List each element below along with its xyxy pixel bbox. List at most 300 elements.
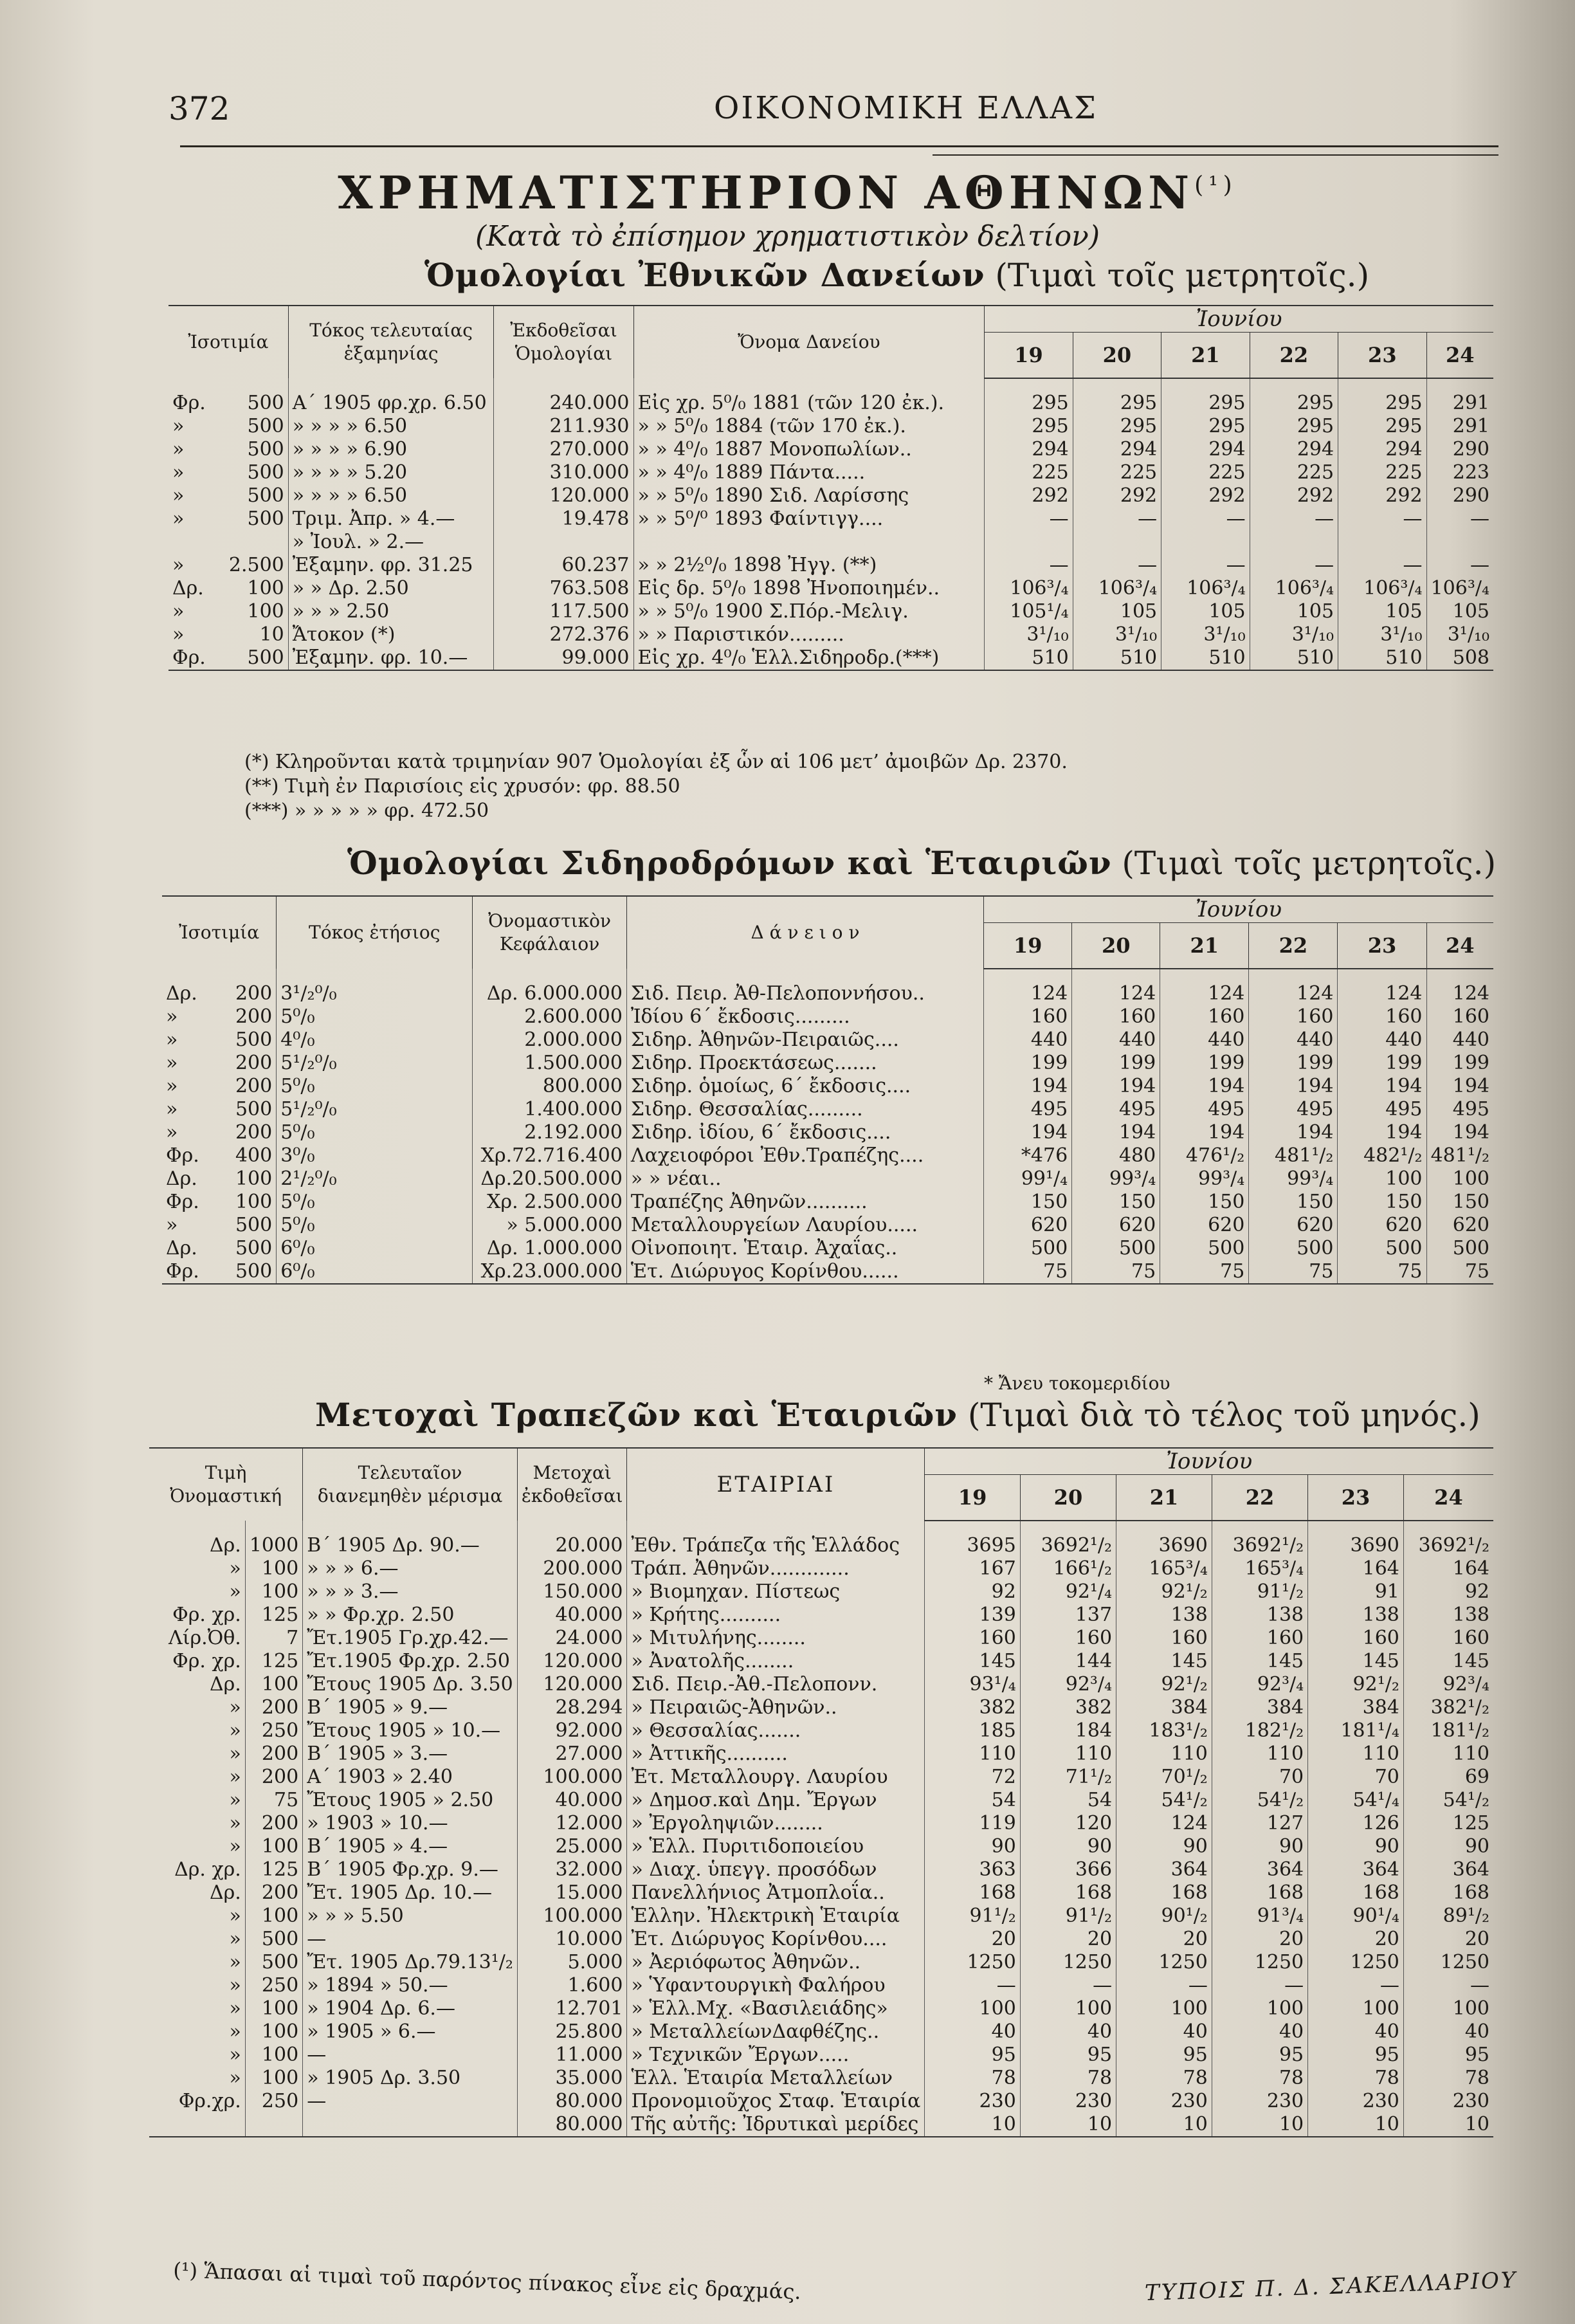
table-cell: 211.930 [494,415,633,438]
table-cell: 54¹/₄ [1308,1789,1404,1812]
par-value-cell [162,982,277,1005]
table-railway-bonds [162,895,1493,1285]
table-cell: » [149,1928,245,1951]
table-cell: 139 [925,1604,1020,1627]
table-row [149,1580,1493,1604]
table-cell: 99¹/₄ [984,1167,1072,1191]
day-header: 20 [1020,1475,1116,1521]
table-cell: » » » 3.— [303,1580,518,1604]
top-rule [180,145,1498,147]
table-cell: Χρ.23.000.000 [473,1260,627,1284]
table-cell: 100 [1116,1997,1212,2020]
par-value: 500 [247,508,284,530]
table-cell: 476¹/₂ [1160,1144,1249,1167]
table-cell: 495 [984,1098,1072,1121]
table-cell: 295 [1073,392,1161,415]
section-heading-railway-bonds [347,844,1496,882]
table-cell: 80.000 [517,2113,627,2137]
table-row [149,1974,1493,1997]
table-cell: 1250 [1116,1951,1212,1974]
par-value: 500 [235,1029,273,1051]
table-cell: 138 [1116,1604,1212,1627]
table-cell: 225 [1250,461,1338,484]
table-cell: 144 [1020,1650,1116,1673]
table-cell: 89¹/₂ [1443,1905,1489,1927]
table-cell: 10 [925,2113,1020,2137]
table-cell: 168 [925,1881,1020,1905]
table-cell: » 1905 » 6.— [303,2020,518,2044]
currency-unit: » [166,1098,178,1121]
table-cell: 100 [245,1997,302,2020]
table-cell: 124 [1072,982,1160,1005]
table-cell: 5¹/₂⁰/₀ [277,1052,473,1075]
table-row [168,600,1493,623]
table-cell: 25.800 [517,2020,627,2044]
table-row [149,1534,1493,1557]
table-cell: 295 [1161,415,1250,438]
table-row [162,1237,1493,1260]
table-cell: 54¹/₂ [1212,1789,1307,1812]
table-cell: 294 [1250,438,1338,461]
section-heading-note: (Τιμαὶ τοῖς μετρητοῖς.) [995,257,1370,294]
table-cell: » Μιτυλήνης........ [627,1627,925,1650]
table-cell: 90 [1464,1835,1489,1858]
table-cell: » Πειραιῶς-Ἀθηνῶν.. [627,1696,925,1719]
table-cell: Ἔτους 1905 Δρ. 3.50 [303,1673,518,1696]
table-cell: 90 [1020,1835,1116,1858]
table-cell: 12.701 [517,1997,627,2020]
table-cell: Ἔτ.1905 Γρ.χρ.42.— [303,1627,518,1650]
table-cell [303,2113,518,2137]
table-cell: 71¹/₂ [1020,1766,1116,1789]
table-cell: 124 [1249,982,1338,1005]
table-cell: 160 [1020,1627,1116,1650]
table-cell: 54 [925,1789,1020,1812]
par-value: 100 [235,1191,273,1213]
table-cell: 292 [1338,484,1426,508]
table-cell: 92³/₄ [1020,1673,1116,1696]
table-cell: 194 [1249,1075,1338,1098]
table-cell: 69 [1464,1766,1489,1788]
table-cell: 164 [1308,1557,1404,1580]
table-cell: 25.000 [517,1835,627,1858]
currency-unit: » [172,415,185,437]
table-cell [245,2113,302,2137]
table-cell: 100 [1452,1167,1489,1190]
table-cell: » » 5⁰/⁰ 1893 Φαίντιγγ.... [633,508,985,531]
table-cell: 106³/₄ [1338,577,1426,600]
table-cell: 110 [1308,1743,1404,1766]
table-cell: 120.000 [517,1673,627,1696]
table-cell: Ἔτους 1905 » 10.— [303,1719,518,1743]
table-cell: 295 [1338,415,1426,438]
table-cell: 110 [925,1743,1020,1766]
table-cell: Εἰς χρ. 5⁰/₀ 1881 (τῶν 120 ἐκ.). [633,392,985,415]
table-cell: Ἑτ. Διώρυγος Κορίνθου...... [626,1260,983,1284]
table-cell: 105 [1161,600,1250,623]
day-header: 24 [1426,333,1493,379]
table-cell: — [985,554,1073,577]
table-cell: 199 [1249,1052,1338,1075]
par-value-cell [168,646,288,670]
table-cell: 72 [925,1766,1020,1789]
table-cell: 1250 [1440,1951,1489,1973]
table-cell: 481¹/₂ [1430,1144,1489,1167]
table-cell: Χρ.72.716.400 [473,1144,627,1167]
table-cell: » [149,1951,245,1974]
table-cell: 182¹/₂ [1212,1719,1307,1743]
spacer-cell [985,378,1073,392]
table-cell: 105 [1452,600,1489,623]
table-cell: 183¹/₂ [1116,1719,1212,1743]
table-cell: 106³/₄ [1430,577,1489,599]
table-cell: 20 [1020,1928,1116,1951]
table-cell: 91¹/₂ [1020,1905,1116,1928]
col-header: Ὄνομα Δανείου [633,306,985,378]
table-cell: 78 [1212,2067,1307,2090]
table-cell: 95 [1212,2044,1307,2067]
table-row [162,1214,1493,1237]
spacer-row [168,378,1493,392]
table-cell: 10 [1212,2113,1307,2137]
spacer-cell [1250,378,1338,392]
table-cell: 150 [984,1191,1072,1214]
par-value: 100 [247,577,284,599]
page-title-text: ΧΡΗΜΑΤΙΣΤΗΡΙΟΝ ΑΘΗΝΩΝ [338,166,1195,219]
currency-unit: » [172,438,185,461]
spacer-cell [303,1521,518,1534]
par-value: 500 [247,646,284,669]
table-row [162,1260,1493,1284]
spacer-cell [1249,969,1338,982]
table-row [162,1005,1493,1029]
table-cell: *476 [984,1144,1072,1167]
table-cell: 200.000 [517,1557,627,1580]
table-row [149,1812,1493,1835]
table-cell: 160 [1212,1627,1307,1650]
table-bank-shares [149,1447,1493,2137]
table-cell: » Βιομηχαν. Πίστεως [627,1580,925,1604]
table-cell: Ἑλλην. Ἠλεκτρικὴ Ἑταιρία [627,1905,925,1928]
table-cell: 90 [1212,1835,1307,1858]
table-cell: 223 [1452,461,1489,484]
currency-unit: Δρ. [166,1237,197,1259]
table-cell: 100 [245,1557,302,1580]
table-cell: 124 [1160,982,1249,1005]
table-cell: » » Δρ. 2.50 [288,577,494,600]
table-cell: 70 [1308,1766,1404,1789]
day-header: 23 [1308,1475,1404,1521]
table-row [149,2067,1493,2090]
table-cell: 40 [1020,2020,1116,2044]
par-value-cell [168,392,288,415]
table-cell: 160 [1072,1005,1160,1029]
table-cell: 40 [1308,2020,1404,2044]
table-cell: 800.000 [473,1075,627,1098]
table-cell: 3692¹/₂ [1020,1534,1116,1557]
table-cell: 500 [1249,1237,1338,1260]
table-row [168,508,1493,531]
table-cell: 500 [1338,1237,1426,1260]
table-cell: 440 [1452,1029,1489,1051]
table-cell: 110 [1116,1743,1212,1766]
table-cell: 99³/₄ [1249,1167,1338,1191]
table-cell: 2.192.000 [473,1121,627,1144]
table-cell: 124 [1452,982,1489,1005]
table-cell: 150 [1338,1191,1426,1214]
table-cell: 250 [245,1719,302,1743]
table-cell: 78 [1116,2067,1212,2090]
table-cell: 160 [1338,1005,1426,1029]
table-row [168,392,1493,415]
table-cell: Εἰς χρ. 4⁰/₀ Ἑλλ.Σιδηροδρ.(***) [633,646,985,670]
table-row [149,1881,1493,1905]
table-cell: 225 [1073,461,1161,484]
table-cell: 126 [1308,1812,1404,1835]
table-cell: 3¹/₁₀ [985,623,1073,646]
table-cell: 364 [1116,1858,1212,1881]
table-cell: 100 [245,2020,302,2044]
table-cell: Ἐθν. Τράπεζα τῆς Ἑλλάδος [627,1534,925,1557]
par-value: 500 [247,438,284,461]
table-cell: 150.000 [517,1580,627,1604]
table-cell: Β΄ 1905 Φρ.χρ. 9.— [303,1858,518,1881]
table-cell: 91¹/₂ [1212,1580,1307,1604]
day-header: 22 [1212,1475,1307,1521]
table-cell: » 1903 » 10.— [303,1812,518,1835]
table-cell: 27.000 [517,1743,627,1766]
table-cell: Β΄ 1905 Δρ. 90.— [303,1534,518,1557]
table-cell: 310.000 [494,461,633,484]
day-header: 19 [925,1475,1020,1521]
par-value: 100 [247,600,284,623]
table-cell: 105 [1250,600,1338,623]
day-header: 22 [1250,333,1338,379]
par-value-cell [168,415,288,438]
table-cell: 1250 [1308,1951,1404,1974]
table-cell: 200 [245,1696,302,1719]
table-cell: 1000 [245,1534,302,1557]
table-cell [1073,531,1161,554]
table-cell: 70¹/₂ [1116,1766,1212,1789]
table-cell: 250 [245,1974,302,1997]
currency-unit: » [172,461,185,484]
table-cell: 2.000.000 [473,1029,627,1052]
table-cell: 10 [1308,2113,1404,2137]
table-cell: » » νέαι.. [626,1167,983,1191]
par-value-cell [162,1098,277,1121]
table-cell: 194 [1338,1121,1426,1144]
table-cell: » Ἰουλ. » 2.— [288,531,494,554]
table-cell: » » 5⁰/₀ 1900 Σ.Πόρ.-Μελιγ. [633,600,985,623]
currency-unit: » [172,554,185,576]
table-cell: Φρ.χρ. [149,2090,245,2113]
table-cell: 160 [925,1627,1020,1650]
month-header: Ἰουνίου [985,306,1493,333]
table-cell: 40 [1212,2020,1307,2044]
table-row [168,461,1493,484]
table-cell: 100 [245,2044,302,2067]
par-value-cell [162,1191,277,1214]
table-cell: » Διαχ. ὑπεγγ. προσόδων [627,1858,925,1881]
table-cell: 90 [1308,1835,1404,1858]
par-value-cell [162,1237,277,1260]
table-cell: — [1308,1974,1404,1997]
table-row [149,1696,1493,1719]
table-cell: 120.000 [517,1650,627,1673]
table-cell: 168 [1212,1881,1307,1905]
table-cell: 93¹/₄ [925,1673,1020,1696]
table-cell: 230 [1452,2090,1489,2112]
spacer-row [149,1521,1493,1534]
table-cell: » [149,2020,245,2044]
table2-note: * Ἄνευ τοκομεριδίου [984,1373,1170,1394]
table-cell: » 1894 » 50.— [303,1974,518,1997]
table-cell: 100 [245,1673,302,1696]
table-cell: 120 [1020,1812,1116,1835]
table-row [149,1673,1493,1696]
table-cell: Τριμ. Ἀπρ. » 4.— [288,508,494,531]
table-cell: Δρ. 1.000.000 [473,1237,627,1260]
month-header: Ἰουνίου [984,896,1493,923]
table-cell: 124 [1338,982,1426,1005]
table-cell: 32.000 [517,1858,627,1881]
table-cell: 91¹/₂ [925,1905,1020,1928]
main-footnote: (¹) Ἅπασαι αἱ τιμαὶ τοῦ παρόντος πίνακος εἶνε εἰς δραχμάς. [172,2258,802,2305]
spacer-cell [1161,378,1250,392]
currency-unit: » [172,508,185,530]
table-cell: — [1470,554,1489,576]
table-cell: 440 [1160,1029,1249,1052]
table-cell: 295 [985,415,1073,438]
table-cell: 295 [1161,392,1250,415]
table-cell: 78 [1020,2067,1116,2090]
table-cell: 4⁰/₀ [277,1029,473,1052]
table-row [149,1766,1493,1789]
table-cell: 3¹/₁₀ [1161,623,1250,646]
spacer-cell [517,1521,627,1534]
table-cell: 295 [1073,415,1161,438]
col-header: ΕΤΑΙΡΙΑΙ [627,1448,925,1521]
table-cell: 500 [984,1237,1072,1260]
table-cell: 5⁰/₀ [277,1191,473,1214]
table-cell: » » » » 6.50 [288,415,494,438]
table-cell: 92.000 [517,1719,627,1743]
par-value: 200 [235,1052,273,1074]
table-cell: » [149,1580,245,1604]
table-cell: 100 [1020,1997,1116,2020]
table-cell: 106³/₄ [1161,577,1250,600]
table-cell: 500 [1452,1237,1489,1259]
table-cell: 384 [1116,1696,1212,1719]
table-cell [1338,531,1426,554]
table-cell: » [149,1557,245,1580]
currency-unit: » [166,1075,178,1097]
table-cell: 78 [1464,2067,1489,2089]
spacer-cell [984,969,1072,982]
par-value-cell [168,438,288,461]
table-cell: 200 [245,1812,302,1835]
table-cell: 125 [245,1650,302,1673]
table-cell: » [149,2044,245,2067]
table-cell: 160 [1308,1627,1404,1650]
table-cell: 482¹/₂ [1338,1144,1426,1167]
table-cell: 384 [1212,1696,1307,1719]
table-cell: » Ἀνατολῆς........ [627,1650,925,1673]
table-cell: 75 [245,1789,302,1812]
table-cell: 75 [1072,1260,1160,1284]
col-header: Τόκος ἐτήσιος [277,896,473,969]
table-cell: Β΄ 1905 » 3.— [303,1743,518,1766]
table-cell: » 1905 Δρ. 3.50 [303,2067,518,2090]
table-cell: 92¹/₄ [1020,1580,1116,1604]
table-row [149,2113,1493,2137]
table-cell: 165³/₄ [1116,1557,1212,1580]
table-cell: Β΄ 1905 » 9.— [303,1696,518,1719]
par-value-cell [168,508,288,531]
spacer-cell [1073,378,1161,392]
table-cell: 440 [1249,1029,1338,1052]
table-cell: 295 [1338,392,1426,415]
table-cell: 620 [1452,1214,1489,1236]
table-cell: 272.376 [494,623,633,646]
table-cell: Δρ.20.500.000 [473,1167,627,1191]
spacer-cell [925,1521,1020,1534]
currency-unit: » [166,1029,178,1051]
spacer-cell [1020,1521,1116,1534]
table-cell: 24.000 [517,1627,627,1650]
day-header: 19 [985,333,1073,379]
table-row [149,1557,1493,1580]
table-row [149,2044,1493,2067]
par-value: 500 [247,484,284,507]
table-cell: Σιδηρ. ὁμοίως, 6΄ ἔκδοσις.... [626,1075,983,1098]
table-cell: 125 [245,1858,302,1881]
table-cell: 137 [1020,1604,1116,1627]
table-cell: 294 [985,438,1073,461]
table-cell: — [1212,1974,1307,1997]
table-row [149,1743,1493,1766]
table-cell: 168 [1308,1881,1404,1905]
table-cell: Ἐξαμην. φρ. 10.— [288,646,494,670]
table-cell: 250 [245,2090,302,2113]
table-cell: 508 [1426,646,1493,670]
table-cell: 3690 [1308,1534,1404,1557]
table-cell: — [1470,508,1489,530]
table-cell: 95 [1020,2044,1116,2067]
table-cell: 364 [1212,1858,1307,1881]
table-row [149,1627,1493,1650]
table-cell: » Δημοσ.καὶ Δημ. Ἔργων [627,1789,925,1812]
par-value-cell [162,1214,277,1237]
table-cell: 95 [1308,2044,1404,2067]
table-cell: » » » » 6.90 [288,438,494,461]
table-cell: — [1161,508,1250,531]
table-cell: 194 [984,1121,1072,1144]
table-cell: 500 [245,1951,302,1974]
table-cell: 105¹/₄ [985,600,1073,623]
table-cell: » » » 2.50 [288,600,494,623]
table-cell: 99³/₄ [1160,1167,1249,1191]
section-heading-note: (Τιμαὶ τοῖς μετρητοῖς.) [1122,845,1497,882]
table-cell: 500 [1072,1237,1160,1260]
table-row [162,1029,1493,1052]
table-cell [494,531,633,554]
table-cell: 92¹/₂ [1308,1673,1404,1696]
table-cell: » » Παριστικόν......... [633,623,985,646]
table-cell: 194 [1072,1121,1160,1144]
table-cell: 620 [1160,1214,1249,1237]
